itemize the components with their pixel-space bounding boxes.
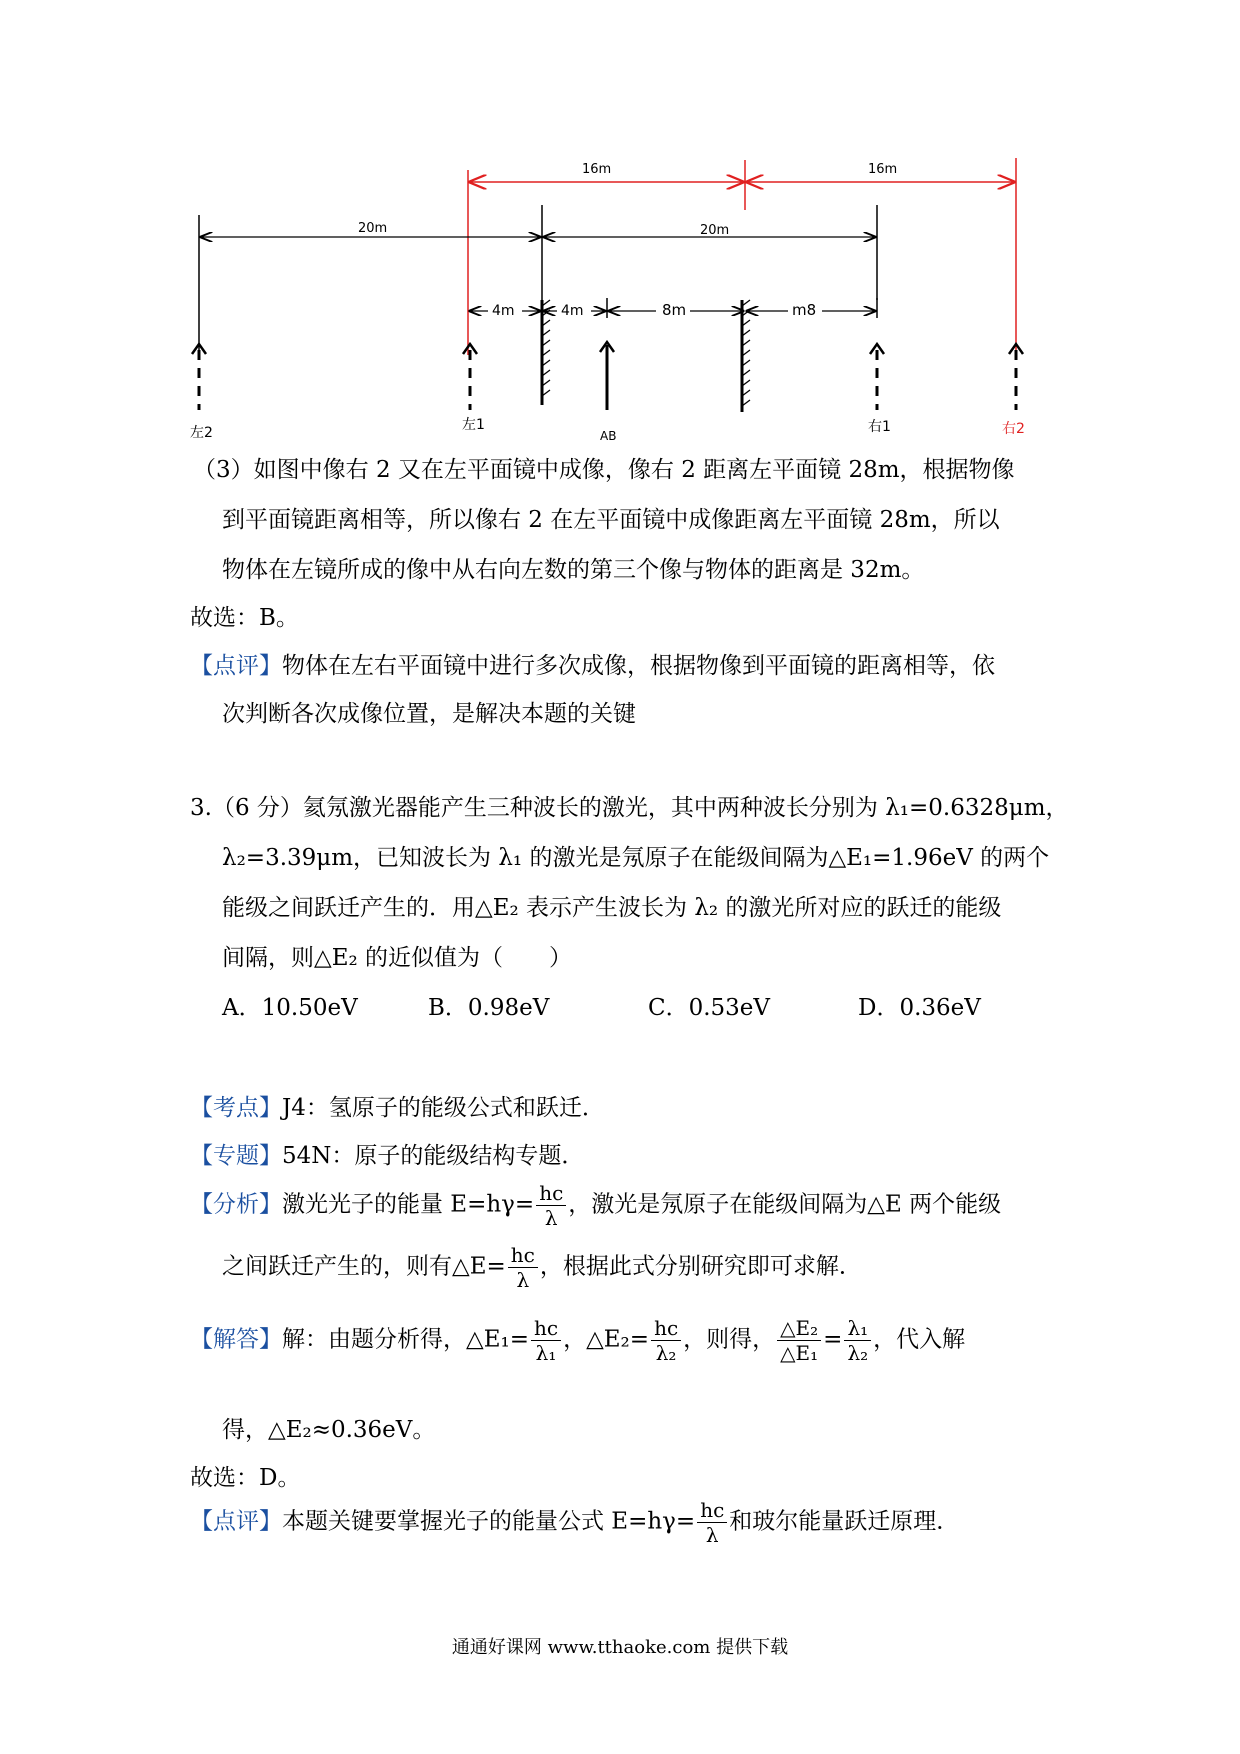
option-b: B．0.98eV (428, 995, 550, 1021)
review1-line2: 次判断各次成像位置，是解决本题的关键 (222, 701, 636, 727)
kaodian-tag: 【考点】 (190, 1095, 282, 1121)
dim-20-left: 20m (358, 221, 388, 236)
step3-line2: 到平面镜距离相等，所以像右 2 在左平面镜中成像距离左平面镜 28m，所以 (222, 507, 1000, 533)
footer: 通通好课网 www.tthaoke.com 提供下载 (451, 1637, 789, 1658)
step3-line3: 物体在左镜所成的像中从右向左数的第三个像与物体的距离是 32m。 (222, 557, 925, 583)
zhuanti-tag: 【专题】 (190, 1143, 282, 1169)
jieda-pre: 解：由题分析得，△E₁= (282, 1326, 529, 1353)
answer2: 故选：D。 (190, 1465, 301, 1491)
jieda-post: ，代入解 (873, 1326, 966, 1353)
jieda-frac4 (844, 1318, 871, 1363)
fenxi-line2-pre: 之间跃迁产生的，则有△E= (222, 1253, 506, 1280)
jieda-frac4-num: λ₁ (844, 1318, 871, 1341)
jieda-frac4-den: λ₂ (847, 1341, 869, 1365)
review1-text1: 物体在左右平面镜中进行多次成像，根据物像到平面镜的距离相等，依 (282, 653, 995, 679)
fenxi-post: ，激光是氖原子在能级间隔为△E 两个能级 (568, 1191, 1002, 1218)
review2-post: 和玻尔能量跃迁原理． (729, 1508, 960, 1535)
q3-line3: 能级之间跃迁产生的．用△E₂ 表示产生波长为 λ₂ 的激光所对应的跃迁的能级 (222, 895, 1002, 921)
image-left2 (192, 344, 206, 410)
image-left1 (463, 344, 477, 410)
fenxi-tag: 【分析】 (190, 1191, 282, 1218)
jieda-frac2-num: hc (651, 1318, 681, 1341)
fenxi-fraction (536, 1183, 566, 1228)
jieda-frac3-num: △E₂ (777, 1318, 821, 1341)
step3-line1: （3）如图中像右 2 又在左平面镜中成像，像右 2 距离左平面镜 28m，根据物像 (193, 457, 1015, 483)
seg-8b: m8 (792, 301, 817, 319)
dim-16-right: 16m (868, 162, 898, 177)
review2-tag: 【点评】 (190, 1508, 282, 1535)
label-right2: 右2 (1002, 421, 1025, 437)
dim-20-right: 20m (700, 223, 730, 238)
jieda-frac3-den: △E₁ (780, 1341, 819, 1365)
option-d: D．0.36eV (858, 995, 981, 1021)
option-c: C．0.53eV (648, 995, 771, 1021)
review2-pre: 本题关键要掌握光子的能量公式 E=hγ= (282, 1508, 696, 1535)
kaodian (190, 1093, 605, 1123)
mirror-diagram (0, 140, 1240, 450)
option-a: A．10.50eV (222, 995, 358, 1021)
fenxi-num2: hc (508, 1245, 538, 1268)
review1-tag: 【点评】 (190, 653, 282, 679)
jieda-tag: 【解答】 (190, 1326, 282, 1353)
q3-line1: 3.（6 分）氦氖激光器能产生三种波长的激光，其中两种波长分别为 λ₁=0.6328μm， (190, 795, 1069, 821)
jieda-frac2 (651, 1318, 681, 1363)
jieda-frac1-num: hc (531, 1318, 561, 1341)
segment-dimensions (470, 298, 877, 319)
jieda-frac1 (531, 1318, 561, 1363)
label-left1: 左1 (462, 417, 485, 433)
seg-4a: 4m (492, 303, 515, 319)
right-mirror (742, 300, 750, 412)
zhuanti-text: 54N：原子的能级结构专题． (282, 1143, 585, 1169)
kaodian-text: J4：氢原子的能级公式和跃迁． (282, 1095, 605, 1121)
image-right2 (1009, 344, 1023, 410)
label-ab: AB (600, 429, 617, 443)
jieda-frac2-den: λ₂ (655, 1341, 677, 1365)
review2-den: λ (705, 1523, 719, 1547)
fenxi-den2: λ (516, 1268, 530, 1292)
answer1: 故选：B。 (190, 605, 299, 631)
fenxi-line2 (222, 1245, 862, 1290)
jieda-line2: 得，△E₂≈0.36eV。 (222, 1417, 436, 1443)
review1-line1 (190, 651, 995, 681)
label-right1: 右1 (868, 419, 891, 435)
left-mirror (542, 300, 550, 405)
image-right1 (870, 344, 884, 410)
label-left2: 左2 (190, 425, 213, 441)
fenxi-fraction2 (508, 1245, 538, 1290)
zhuanti (190, 1141, 584, 1171)
jieda-eq: = (823, 1326, 843, 1353)
object-ab (600, 342, 614, 410)
fenxi-den: λ (544, 1206, 558, 1230)
jieda-mid2: ，则得， (683, 1326, 776, 1353)
q3-line4: 间隔，则△E₂ 的近似值为（ ） (222, 945, 573, 971)
fenxi-line1 (190, 1183, 1001, 1228)
review2-fraction (697, 1500, 727, 1545)
black-dimension (199, 205, 877, 355)
jieda-line1 (190, 1318, 965, 1363)
review2-line (190, 1500, 959, 1545)
seg-8a: 8m (662, 301, 687, 319)
seg-4b: 4m (561, 303, 584, 319)
jieda-mid1: ，△E₂= (563, 1326, 650, 1353)
review2-num: hc (697, 1500, 727, 1523)
fenxi-pre: 激光光子的能量 E=hγ= (282, 1191, 535, 1218)
q3-line2: λ₂=3.39μm，已知波长为 λ₁ 的激光是氖原子在能级间隔为△E₁=1.96eV 的两个 (222, 845, 1050, 871)
jieda-frac1-den: λ₁ (535, 1341, 557, 1365)
dim-16-left: 16m (582, 162, 612, 177)
fenxi-num: hc (536, 1183, 566, 1206)
jieda-frac3 (777, 1318, 821, 1363)
fenxi-line2-post: ，根据此式分别研究即可求解． (539, 1253, 862, 1280)
